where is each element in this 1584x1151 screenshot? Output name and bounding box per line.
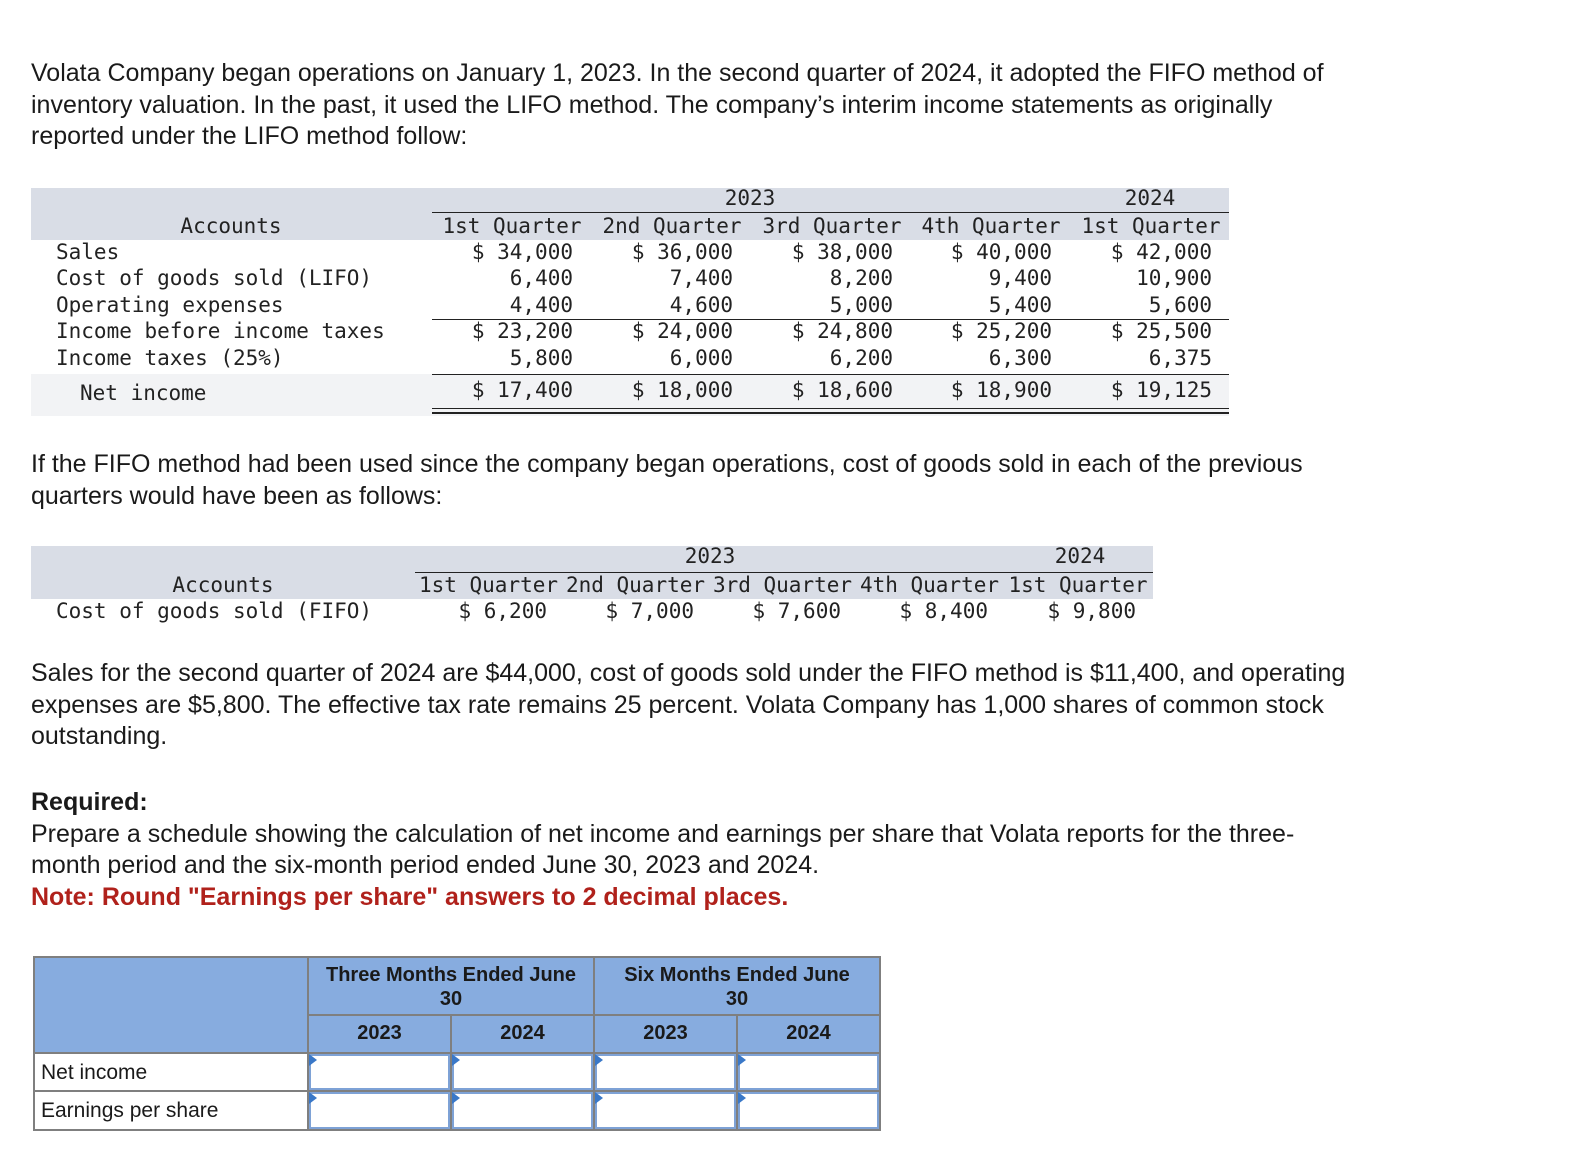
value-cell: 5,000 (829, 293, 893, 317)
quarter-header: 2nd Quarter (565, 573, 706, 597)
row-label-net-income: Net income (80, 381, 207, 405)
value-cell: $ 18,600 (791, 378, 893, 402)
cell-marker-icon (738, 1092, 746, 1104)
rounding-note: Note: Round "Earnings per share" answers to 2 decimal places. (31, 882, 789, 911)
value-cell: 6,300 (988, 346, 1052, 370)
year-underline (432, 212, 1229, 213)
value-cell: $ 7,000 (605, 599, 694, 623)
value-cell: 7,400 (669, 266, 733, 290)
value-cell: 4,600 (669, 293, 733, 317)
year-header: 2024 (786, 1022, 831, 1044)
double-underline-top (432, 408, 1229, 409)
answer-table (33, 956, 881, 1131)
fifo-paragraph (31, 449, 1531, 512)
value-cell: 10,900 (1136, 266, 1212, 290)
cell-marker-icon (738, 1054, 746, 1066)
year-2023-label: 2023 (724, 186, 776, 210)
eps-3m-2023-input[interactable] (309, 1092, 450, 1129)
value-cell: $ 42,000 (1110, 240, 1212, 264)
value-cell: $ 25,500 (1110, 319, 1212, 343)
fifo-line: quarters would have been as follows: (31, 481, 443, 510)
value-cell: $ 17,400 (471, 378, 573, 402)
year-2024-label: 2024 (1054, 544, 1106, 568)
year-2023-label: 2023 (684, 544, 736, 568)
three-months-header-line: 30 (439, 988, 463, 1010)
sales-paragraph (31, 658, 1531, 753)
accounts-header: Accounts (172, 573, 274, 597)
value-cell: $ 40,000 (950, 240, 1052, 264)
value-cell: 5,400 (988, 293, 1052, 317)
value-cell: $ 36,000 (631, 240, 733, 264)
value-cell: $ 24,000 (631, 319, 733, 343)
net-income-6m-2024-input[interactable] (738, 1054, 879, 1090)
fifo-line: If the FIFO method had been used since the company began operations, cost of goods sold in each of the previous (31, 450, 1303, 478)
value-cell: $ 9,800 (1047, 599, 1136, 623)
value-cell: $ 6,200 (458, 599, 547, 623)
three-months-header (309, 963, 593, 1011)
value-cell: 6,200 (829, 346, 893, 370)
value-cell: 4,400 (509, 293, 573, 317)
cell-marker-icon (309, 1054, 317, 1066)
cell-marker-icon (452, 1092, 460, 1104)
net-income-3m-2023-input[interactable] (309, 1054, 450, 1090)
quarter-header: 4th Quarter (859, 573, 1000, 597)
required-section (31, 787, 1531, 913)
value-cell: 5,600 (1148, 293, 1212, 317)
value-cell: 5,800 (509, 346, 573, 370)
cell-marker-icon (452, 1054, 460, 1066)
quarter-header: 1st Quarter (1008, 573, 1148, 597)
year-2024-label: 2024 (1124, 186, 1176, 210)
net-income-6m-2023-input[interactable] (595, 1054, 736, 1090)
eps-3m-2024-input[interactable] (452, 1092, 593, 1129)
value-cell: $ 38,000 (791, 240, 893, 264)
quarter-header: 3rd Quarter (762, 214, 902, 238)
value-cell: $ 24,800 (791, 319, 893, 343)
value-cell: $ 25,200 (950, 319, 1052, 343)
quarter-header: 1st Quarter (418, 573, 559, 597)
quarter-header: 1st Quarter (1081, 214, 1221, 238)
cell-marker-icon (309, 1092, 317, 1104)
required-heading: Required: (31, 788, 148, 816)
cell-marker-icon (595, 1054, 603, 1066)
row-label-cogs: Cost of goods sold (LIFO) (56, 266, 373, 290)
value-cell: $ 8,400 (899, 599, 988, 623)
six-months-header-line: 30 (725, 988, 749, 1010)
year-header: 2024 (500, 1022, 545, 1044)
six-months-header (595, 963, 879, 1011)
three-months-header-line: Three Months Ended June (325, 964, 577, 986)
quarter-header: 3rd Quarter (712, 573, 853, 597)
intro-line: Volata Company began operations on January 1, 2023. In the second quarter of 2024, it adopted the FIFO method of (31, 59, 1324, 87)
six-months-header-line: Six Months Ended June (624, 964, 850, 986)
intro-line: inventory valuation. In the past, it used the LIFO method. The company’s interim income statements as originally (31, 90, 1273, 119)
row-label-net-income: Net income (41, 1061, 148, 1084)
sales-line: Sales for the second quarter of 2024 are $44,000, cost of goods sold under the FIFO method is $11,400, and operating (31, 659, 1346, 687)
eps-6m-2024-input[interactable] (738, 1092, 879, 1129)
intro-paragraph (31, 58, 1531, 153)
value-cell: 8,200 (829, 266, 893, 290)
value-cell: 9,400 (988, 266, 1052, 290)
value-cell: 6,375 (1148, 346, 1212, 370)
value-cell: $ 34,000 (471, 240, 573, 264)
year-header: 2023 (643, 1022, 688, 1044)
value-cell: 6,400 (509, 266, 573, 290)
required-line: month period and the six-month period ended June 30, 2023 and 2024. (31, 851, 820, 879)
value-cell: $ 18,900 (950, 378, 1052, 402)
row-label-taxes: Income taxes (25%) (56, 346, 284, 370)
eps-6m-2023-input[interactable] (595, 1092, 736, 1129)
required-line: Prepare a schedule showing the calculation of net income and earnings per share that Volata reports for the three- (31, 819, 1295, 848)
accounts-header: Accounts (180, 214, 282, 238)
value-cell: $ 7,600 (752, 599, 841, 623)
sales-line: expenses are $5,800. The effective tax rate remains 25 percent. Volata Company has 1,000 shares of common stock (31, 690, 1324, 719)
row-label-ibt: Income before income taxes (56, 319, 385, 343)
intro-line: reported under the LIFO method follow: (31, 122, 468, 150)
quarter-header: 2nd Quarter (602, 214, 742, 238)
divider (307, 1014, 879, 1016)
subtotal-rule (432, 374, 1229, 375)
row-label-opex: Operating expenses (56, 293, 284, 317)
year-header: 2023 (357, 1022, 402, 1044)
quarter-header: 1st Quarter (442, 214, 582, 238)
net-income-3m-2024-input[interactable] (452, 1054, 593, 1090)
cell-marker-icon (595, 1092, 603, 1104)
double-underline-bottom (432, 412, 1229, 414)
value-cell: $ 18,000 (631, 378, 733, 402)
value-cell: $ 19,125 (1110, 378, 1212, 402)
row-label-cogs-fifo: Cost of goods sold (FIFO) (56, 599, 373, 623)
sales-line: outstanding. (31, 722, 168, 750)
value-cell: 6,000 (669, 346, 733, 370)
row-label-eps: Earnings per share (41, 1099, 219, 1122)
row-label-sales: Sales (56, 240, 120, 264)
quarter-header: 4th Quarter (921, 214, 1061, 238)
value-cell: $ 23,200 (471, 319, 573, 343)
